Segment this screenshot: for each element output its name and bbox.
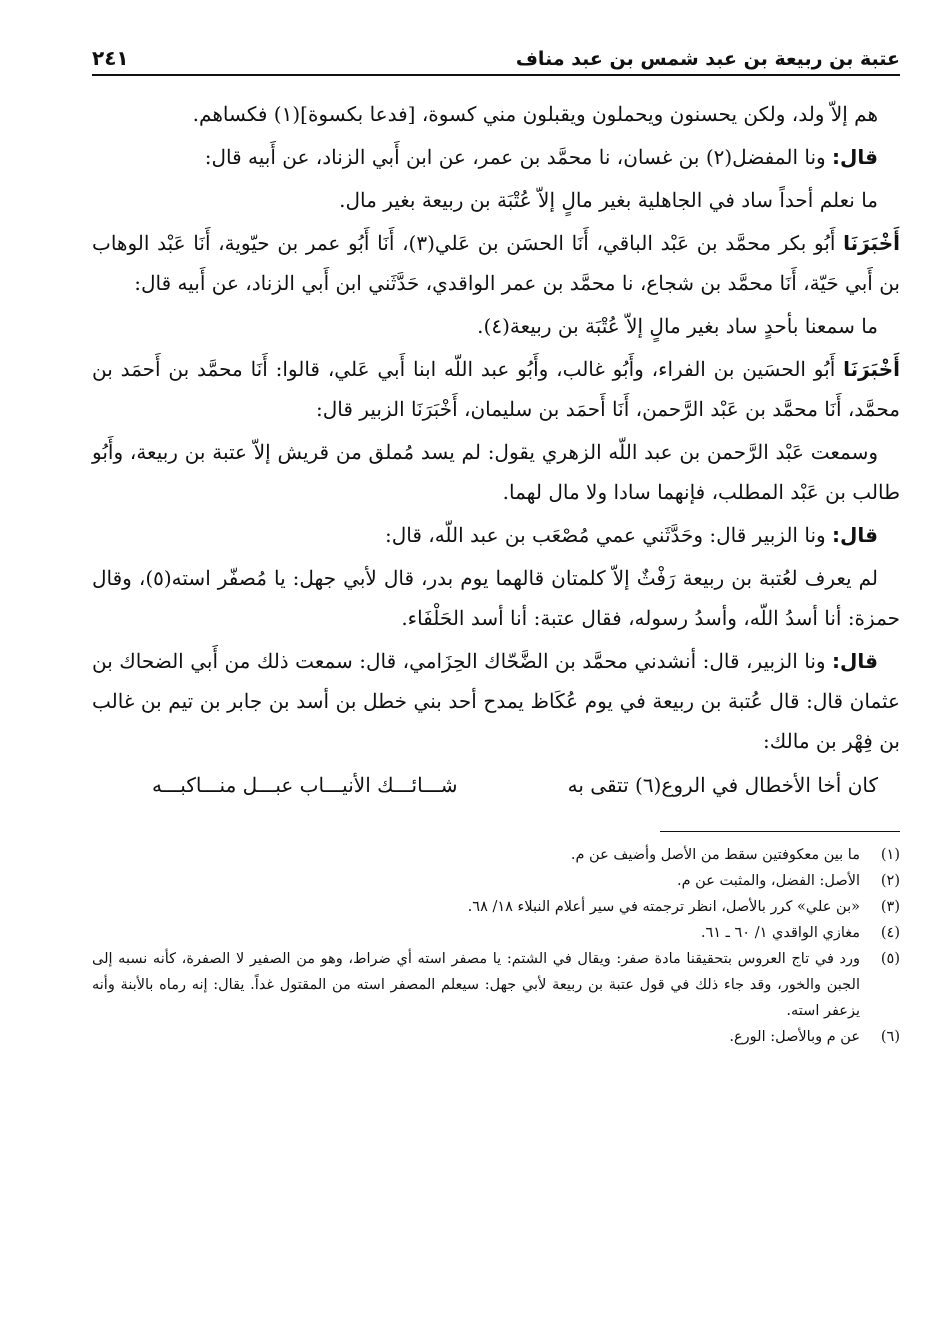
paragraph-text: أَبُو بكر محمَّد بن عَبْد الباقي، أَنَا الحسَن بن عَلي(٣)، أَنَا أَبُو عمر بن حيّوية، أَنَا عَبْد الوهاب بن أَبي حَيّة، أَنَا محمَّد بن شجاع، نا محمَّد بن عمر الواقدي، حَدَّثَني ابن أَبي الزناد، عن أَبيه قال: — [92, 231, 900, 295]
page-header — [92, 32, 900, 76]
paragraph — [92, 137, 900, 177]
paragraph — [92, 349, 900, 429]
book-page — [92, 32, 900, 1050]
paragraph — [92, 306, 900, 346]
paragraph-text: ما سمعنا بأحدٍ ساد بغير مالٍ إلاّ عُتْبَة بن ربيعة(٤). — [477, 314, 878, 338]
paragraph — [92, 432, 900, 512]
footnote — [92, 1024, 900, 1050]
paragraph-text: لم يعرف لعُتبة بن ربيعة رَفْثٌ إلاّ كلمتان قالهما يوم بدر، قال لأبي جهل: يا مُصفّر استه(٥)، وقال حمزة: أنا أسدُ اللّه، وأسدُ رسوله، فقال عتبة: أنا أسد الحَلْفَاء. — [92, 566, 900, 630]
footnote-number: (٢) — [880, 873, 900, 889]
footnote-text: ما بين معكوفتين سقط من الأصل وأضيف عن م. — [570, 847, 860, 863]
paragraph — [92, 223, 900, 303]
verse-second-hemistich: شـــائـــك الأنيـــاب عبـــل منـــاكبـــه — [152, 773, 458, 797]
paragraph-lead: أَخْبَرَنَا — [843, 357, 900, 381]
paragraph — [92, 94, 900, 134]
paragraph-text: أَبُو الحسَين بن الفراء، وأَبُو غالب، وأَبُو عبد اللّه ابنا أَبي عَلي، قالوا: أَنَا محمَّد بن أَحمَد بن محمَّد، أَنَا محمَّد بن عَبْد الرَّحمن، أَنَا أَحمَد بن سليمان، أَخْبَرَنَا الزبير قال: — [92, 357, 900, 421]
paragraph-text: ونا الزبير قال: وحَدَّثَني عمي مُصْعَب بن عبد اللّه، قال: — [384, 523, 833, 547]
footnote — [92, 842, 900, 868]
footnote-text: الأصل: الفضل، والمثبت عن م. — [676, 873, 860, 889]
poem-verse — [92, 765, 900, 805]
footnote-number: (٤) — [880, 925, 900, 941]
paragraph-text: ونا الزبير، قال: أنشدني محمَّد بن الضَّحّاك الحِزَامي، قال: سمعت ذلك من أَبي الضحاك بن عثمان قال: قال عُتبة بن ربيعة في يوم عُكَاظ يمدح أحد بني خطل بن أسد بن جابر بن تيم بن غالب بن فِهْر بن مالك: — [92, 649, 900, 753]
footnote-text: مغازي الواقدي ١/ ٦٠ ـ ٦١. — [700, 925, 860, 941]
paragraph-text: وسمعت عَبْد الرَّحمن بن عبد اللّه الزهري يقول: لم يسد مُملق من قريش إلاّ عتبة بن ربيعة، وأَبُو طالب بن عَبْد المطلب، فإنهما سادا ولا مال لهما. — [92, 440, 900, 504]
running-title: عتبة بن ربيعة بن عبد شمس بن عبد مناف — [515, 48, 900, 70]
paragraph-lead: قال: — [832, 649, 878, 673]
paragraph — [92, 180, 900, 220]
page-number: ٢٤١ — [92, 46, 129, 70]
footnote-separator — [660, 831, 900, 832]
paragraph-text: ما نعلم أحداً ساد في الجاهلية بغير مالٍ إلاّ عُتْبَة بن ربيعة بغير مال. — [339, 188, 878, 212]
footnote — [92, 894, 900, 920]
paragraph — [92, 558, 900, 638]
footnote-number: (٦) — [880, 1029, 900, 1045]
footnote-text: «بن علي» كرر بالأصل، انظر ترجمته في سير أعلام النبلاء ١٨/ ٦٨. — [467, 899, 860, 915]
paragraph — [92, 641, 900, 761]
verse-first-hemistich: كان أخا الأخطال في الروع(٦) تتقى به — [567, 773, 878, 797]
footnotes — [92, 842, 900, 1050]
footnote-number: (٥) — [880, 951, 900, 967]
footnote — [92, 920, 900, 946]
paragraph-text: هم إلاّ ولد، ولكن يحسنون ويحملون ويقبلون مني كسوة، [فدعا بكسوة](١) فكساهم. — [192, 102, 878, 126]
footnote-number: (٣) — [880, 899, 900, 915]
paragraph — [92, 515, 900, 555]
footnote-number: (١) — [880, 847, 900, 863]
footnote — [92, 946, 900, 1024]
paragraph-lead: قال: — [832, 145, 878, 169]
main-text — [92, 94, 900, 805]
footnote-text: ورد في تاج العروس بتحقيقنا مادة صفر: ويقال في الشتم: يا مصفر استه أي ضراط، وهو من الصفير لا الصفرة، كأنه نسبه إلى الجبن والخور، وقد جاء ذلك في قول عتبة بن ربيعة لأبي جهل: سيعلم المصفر استه من المقتول غداً. يقال: إنه رماه بالأبنة وأنه يزعفر استه. — [92, 951, 860, 1019]
footnote — [92, 868, 900, 894]
footnote-text: عن م وبالأصل: الورع. — [729, 1029, 860, 1045]
paragraph-lead: قال: — [832, 523, 878, 547]
paragraph-lead: أَخْبَرَنَا — [843, 231, 900, 255]
paragraph-text: ونا المفضل(٢) بن غسان، نا محمَّد بن عمر، عن ابن أَبي الزناد، عن أَبيه قال: — [204, 145, 833, 169]
